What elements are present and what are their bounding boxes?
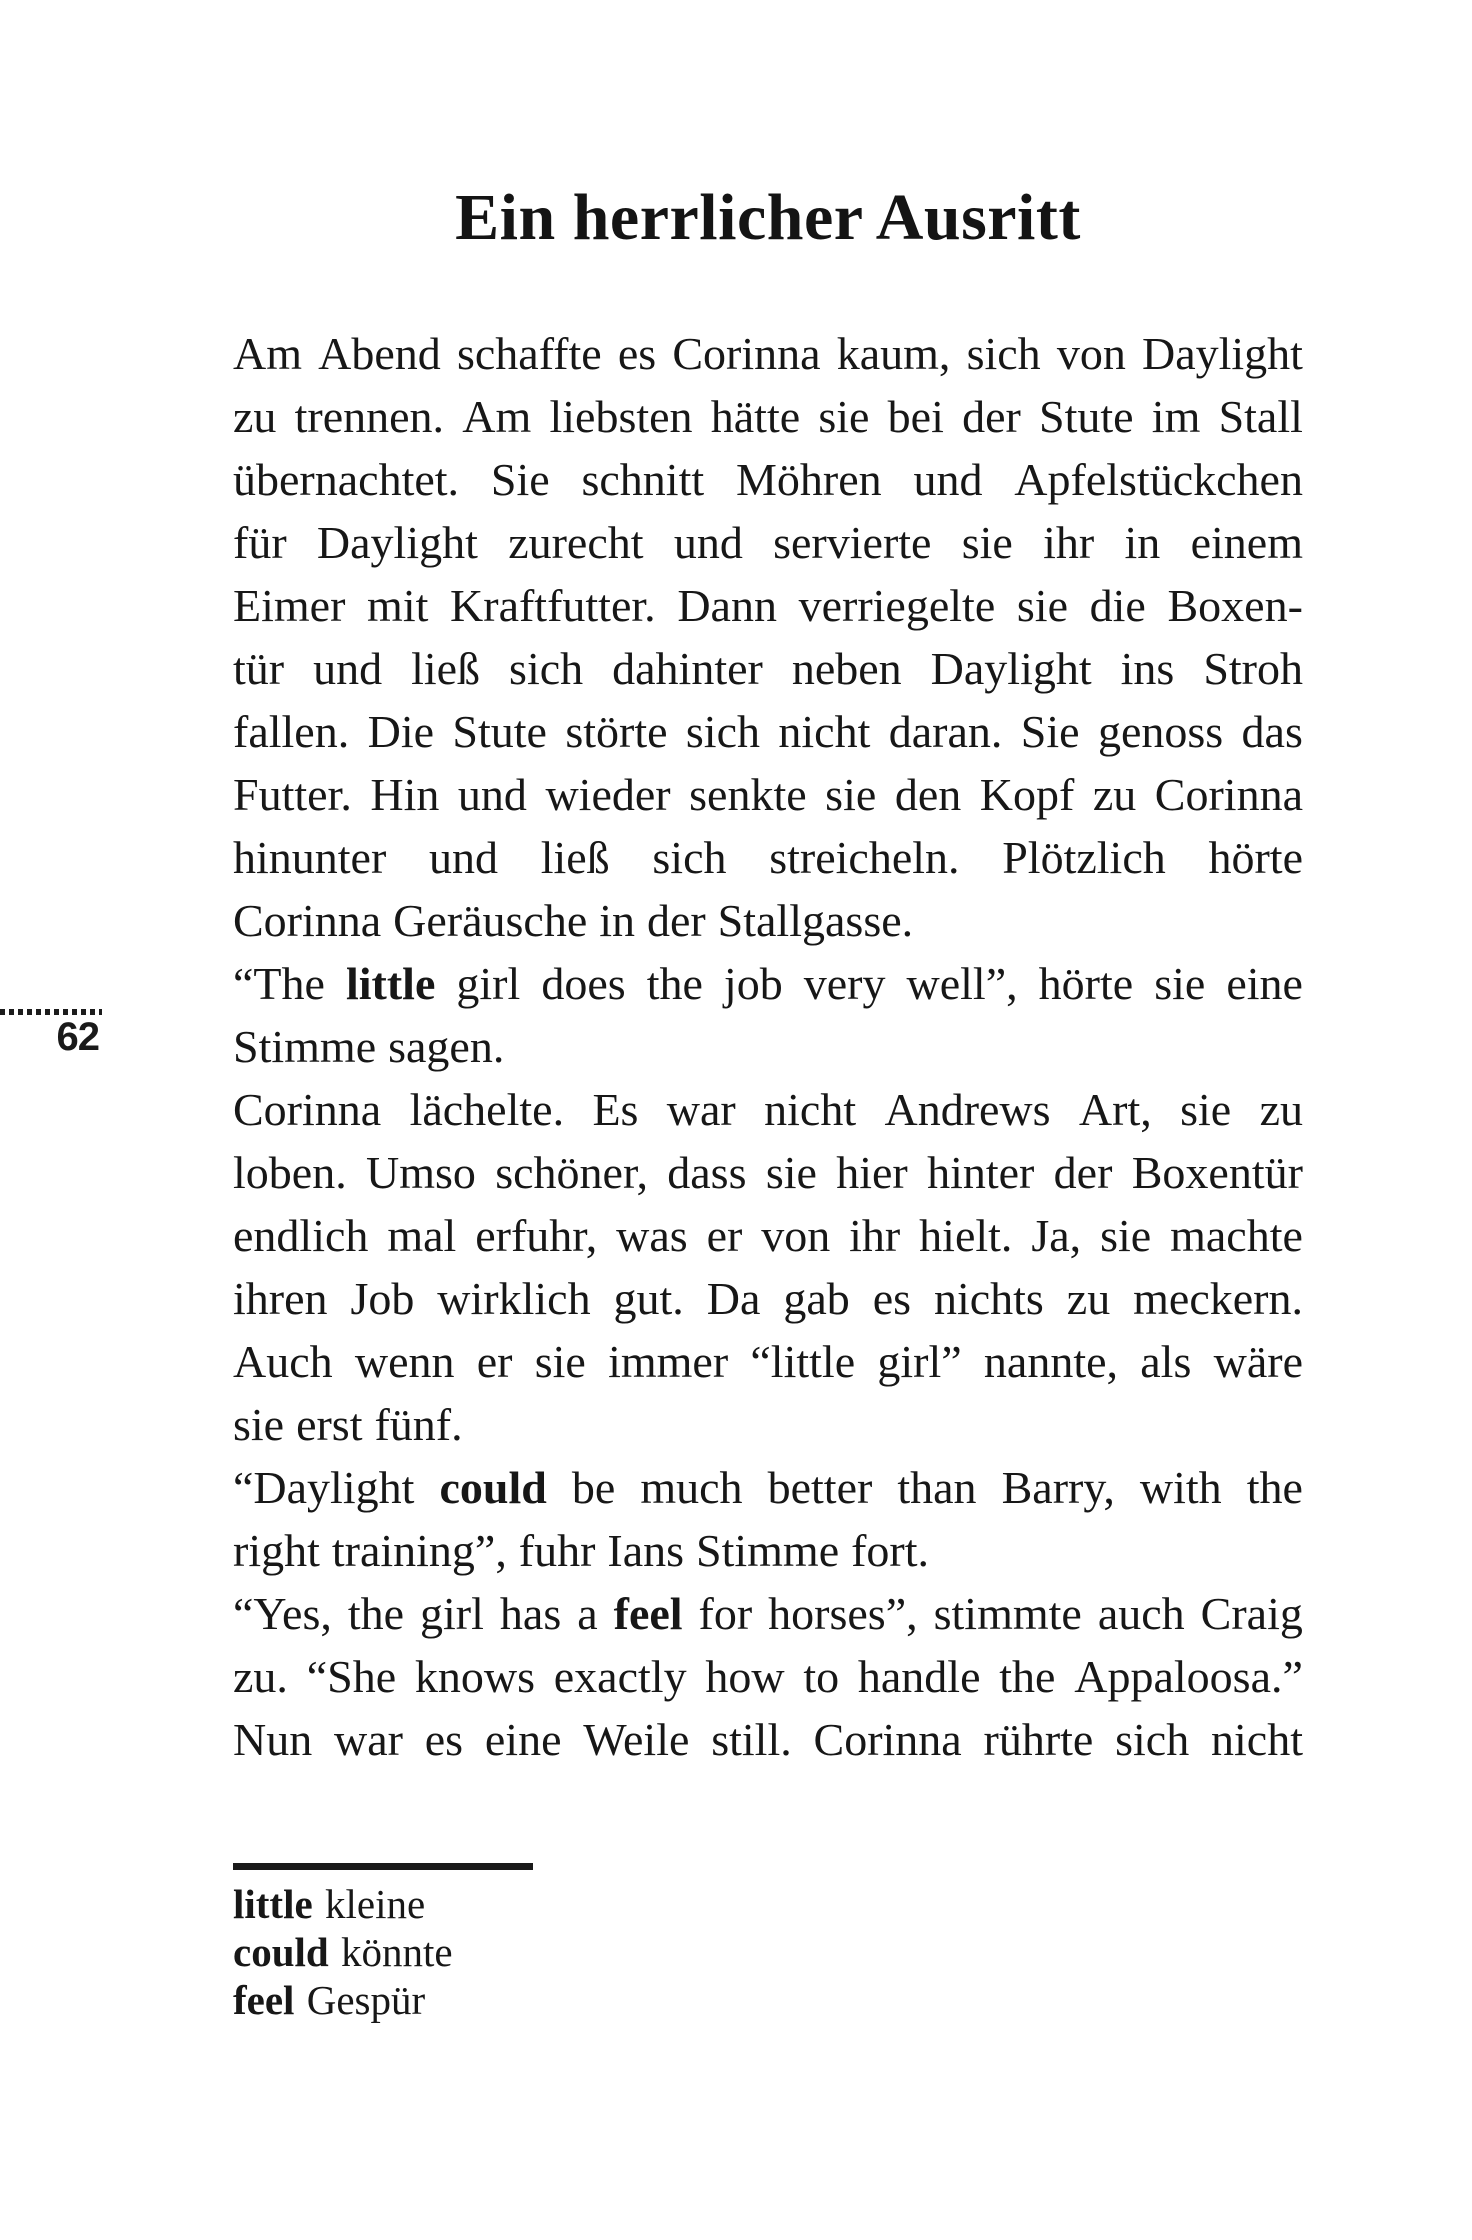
vocab-translation: kleine [324,1881,426,1927]
body-line: Futter. Hin und wieder senkte sie den Kopf zu Corinna [233,769,1303,820]
body-text [233,322,1303,1771]
vocab-item [233,1880,1303,1928]
body-line: “Yes, the girl has a feel for horses”, stimmte auch Craig [233,1588,1303,1639]
vocab-item [233,1928,1303,1976]
chapter-title: Ein herrlicher Ausritt [455,181,1081,254]
body-line: endlich mal erfuhr, was er von ihr hielt. Ja, sie machte [233,1210,1303,1261]
body-line: loben. Umso schöner, dass sie hier hinter der Boxentür [233,1147,1303,1198]
body-line: right training”, fuhr Ians Stimme fort. [233,1525,929,1576]
vocab-translation: könnte [341,1929,453,1975]
body-line: Eimer mit Kraftfutter. Dann verriegelte sie die Boxen- [233,580,1303,631]
body-line: fallen. Die Stute störte sich nicht daran. Sie genoss das [233,706,1303,757]
vocab-term: little [233,1881,313,1927]
page-number: 62 [56,1015,99,1059]
vocab-translation: Gespür [306,1977,426,2023]
body-line: Corinna Geräusche in der Stallgasse. [233,895,914,946]
body-line: sie erst fünf. [233,1399,463,1450]
body-line: tür und ließ sich dahinter neben Daylight ins Stroh [233,643,1303,694]
vocab-item [233,1976,1303,2024]
body-line: Corinna lächelte. Es war nicht Andrews Art, sie zu [233,1084,1303,1135]
vocab-term: feel [233,1977,295,2023]
body-line: zu. “She knows exactly how to handle the Appaloosa.” [233,1651,1303,1702]
body-line: übernachtet. Sie schnitt Möhren und Apfelstückchen [233,454,1303,505]
page-number-block [0,1009,102,1057]
body-line: “The little girl does the job very well”, hörte sie eine [233,958,1303,1009]
body-line: Auch wenn er sie immer “little girl” nannte, als wäre [233,1336,1303,1387]
vocab-term: could [233,1929,329,1975]
body-line: für Daylight zurecht und servierte sie ihr in einem [233,517,1303,568]
body-line: Nun war es eine Weile still. Corinna rührte sich nicht [233,1714,1303,1765]
body-line: “Daylight could be much better than Barry, with the [233,1462,1303,1513]
body-line: zu trennen. Am liebsten hätte sie bei der Stute im Stall [233,391,1303,442]
body-line: hinunter und ließ sich streicheln. Plötzlich hörte [233,832,1303,883]
vocabulary-footnotes [233,1863,1303,2024]
body-line: ihren Job wirklich gut. Da gab es nichts zu meckern. [233,1273,1303,1324]
footnote-rule [233,1863,533,1870]
body-line: Stimme sagen. [233,1021,505,1072]
body-line: Am Abend schaffte es Corinna kaum, sich von Daylight [233,328,1303,379]
